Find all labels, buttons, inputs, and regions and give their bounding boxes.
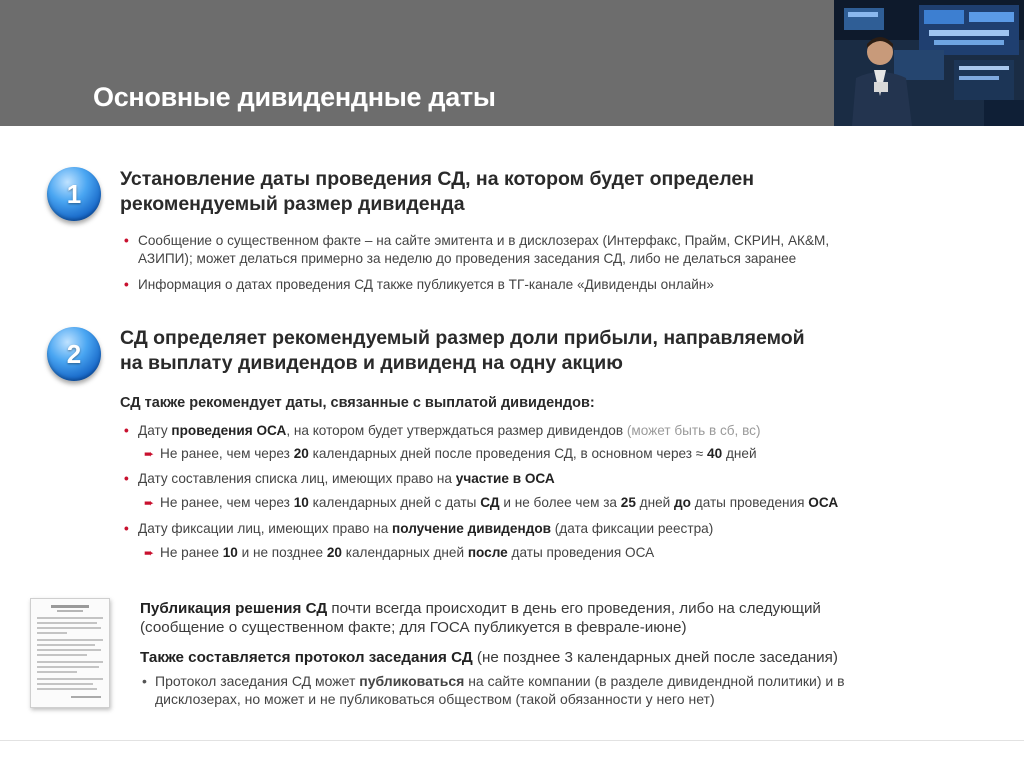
header-bar	[0, 0, 834, 126]
publication-paragraph: Публикация решения СД почти всегда происходит в день его проведения, либо на следующий (сообщение о существенном факте; для ГОСА публикуется в феврале-июне)	[140, 600, 821, 636]
arrow-right-icon: ➨	[144, 496, 155, 510]
item-1-sub: ➨ Не ранее, чем через 20 календарных дней после проведения СД, в основном через ≈ 40 дней	[144, 446, 757, 461]
document-thumbnail-icon	[30, 598, 110, 708]
bullet-dot-icon: •	[124, 423, 129, 438]
section-1-bullet-1: • Сообщение о существенном факте – на сайте эмитента и в дисклозерах (Интерфакс, Прайм, СКРИН, АК&М, АЗИПИ); может делаться примерно за неделю до проведения заседания СД, либо не делаться заранее	[124, 233, 830, 266]
protocol-bullet: • Протокол заседания СД может публиковаться на сайте компании (в разделе дивидендной политики) и в дисклозерах, но может и не публиковаться обществом (такой обязанности у него нет)	[142, 673, 845, 707]
item-1: • Дату проведения ОСА, на котором будет утверждаться размер дивидендов (может быть в сб, вс)	[124, 423, 761, 438]
bullet-dot-icon: •	[124, 521, 129, 536]
bullet-dot-icon: •	[124, 471, 129, 486]
step-2-badge: 2	[47, 327, 101, 381]
section-1-bullet-2: • Информация о датах проведения СД также публикуется в ТГ-канале «Дивиденды онлайн»	[124, 277, 714, 292]
section-1-heading: Установление даты проведения СД, на котором будет определен рекомендуемый размер дивиденда	[120, 168, 755, 215]
trading-floor-photo	[834, 0, 1024, 126]
item-2: • Дату составления списка лиц, имеющих право на участие в ОСА	[124, 471, 555, 486]
page-title: Основные дивидендные даты	[93, 82, 496, 112]
bullet-dot-icon: •	[124, 233, 129, 248]
bottom-divider	[0, 740, 1024, 741]
arrow-right-icon: ➨	[144, 447, 155, 461]
section-2-subheading: СД также рекомендует даты, связанные с выплатой дивидендов:	[120, 395, 595, 411]
item-3: • Дату фиксации лиц, имеющих право на получение дивидендов (дата фиксации реестра)	[124, 521, 714, 536]
section-2-heading: СД определяет рекомендуемый размер доли прибыли, направляемой на выплату дивидендов и дивиденд на одну акцию	[120, 327, 805, 374]
bullet-dot-icon: •	[124, 277, 129, 292]
bullet-dot-icon: •	[142, 673, 147, 689]
step-1-badge: 1	[47, 167, 101, 221]
arrow-right-icon: ➨	[144, 546, 155, 560]
protocol-paragraph: Также составляется протокол заседания СД (не позднее 3 календарных дней после заседания)	[140, 649, 838, 666]
item-3-sub: ➨ Не ранее 10 и не позднее 20 календарных дней после даты проведения ОСА	[144, 545, 655, 560]
item-2-sub: ➨ Не ранее, чем через 10 календарных дней с даты СД и не более чем за 25 дней до даты проведения ОСА	[144, 495, 839, 510]
